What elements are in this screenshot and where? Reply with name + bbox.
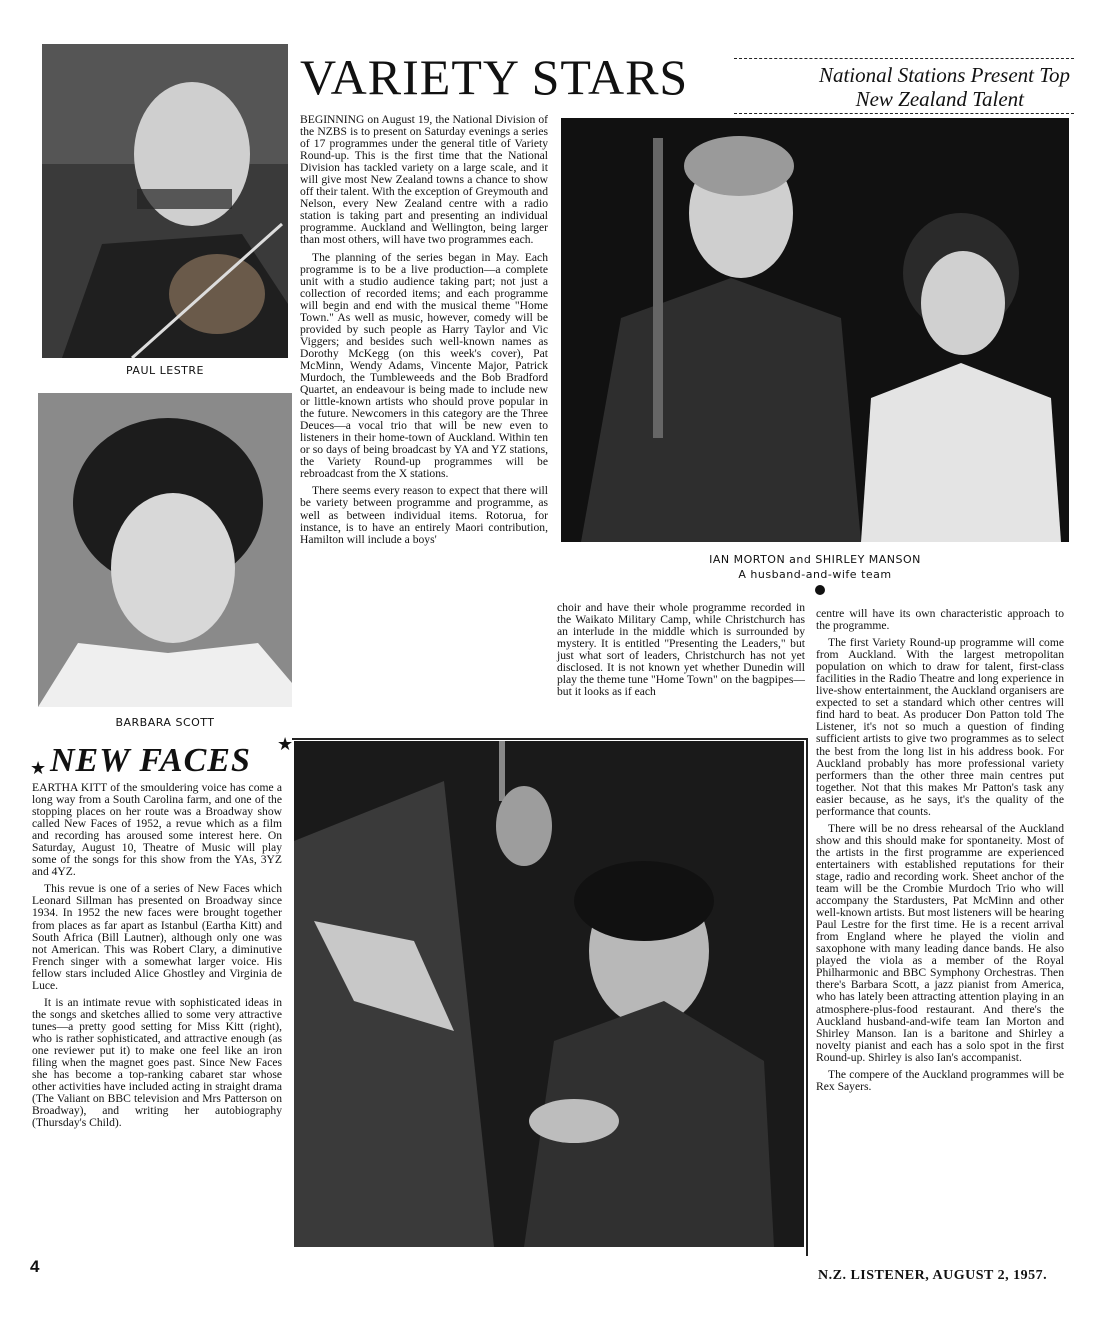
article-column-2 [557, 602, 805, 698]
photo-paul-lestre [42, 44, 288, 358]
new-faces-paragraph: This revue is one of a series of New Faces which Leonard Sillman has presented on Broadway since 1934. In 1952 the new faces were brought together from places as far apart as Istanbul (Eartha Kitt) and South Africa (Bill Lautner), although only one was not American. This was Robert Clary, a diminutive French singer with a somewhat larger voice. His fellow stars included Alice Ghostley and Virginia de Luce. [32, 882, 282, 992]
photo-barbara-scott [38, 393, 292, 707]
page-title: VARIETY STARS [300, 49, 689, 105]
bullet-dot [815, 585, 825, 595]
article-paragraph: There seems every reason to expect that there will be variety between programme and programme, as well as between individual items. Rotorua, for instance, is to have an entirely Maori contribution, Hamilton will include a boys' [300, 484, 548, 546]
caption-ian-shirley-sub: A husband-and-wife team [738, 568, 892, 581]
new-faces-rule-right [806, 738, 808, 1256]
caption-ian-shirley: IAN MORTON and SHIRLEY MANSON [709, 553, 921, 566]
article-column-3 [816, 608, 1064, 1093]
subtitle-rule-top [734, 58, 1074, 59]
new-faces-heading: NEW FACES [50, 742, 251, 779]
star-icon: ★ [30, 758, 47, 779]
new-faces-paragraph: It is an intimate revue with sophisticated ideas in the songs and sketches allied to some very attractive tunes—a pretty good setting for Miss Kitt (right), who is rather sophisticated, and attractive enough (as one reviewer put it) to make one feel like an iron filing when the magnet goes past. Since New Faces she has become a top-ranking cabaret star whose other activities have included acting in straight drama (The Valiant on BBC television and Mrs Patterson on Broadway), and writing her autobiography (Thursday's Child). [32, 995, 282, 1130]
article-paragraph: The compere of the Auckland programmes will be Rex Sayers. [816, 1067, 1064, 1093]
article-paragraph: BEGINNING on August 19, the National Division of the NZBS is to present on Saturday evenings a series of 17 programmes under the general title of Variety Round-up. This is the first time that the National Division has tackled variety on a large scale, and it will give most New Zealand towns a chance to show off their talent. With the exception of Greymouth and Nelson, every New Zealand centre with a radio station is taking part and presenting an individual programme. Auckland and Wellington, being larger than most others, will have two programmes each. [300, 113, 548, 247]
caption-barbara-scott: BARBARA SCOTT [115, 716, 215, 729]
article-paragraph: The planning of the series began in May. Each programme is to be a live production—a complete unit with a studio audience taking part; not just a collection of recorded items; and each programme will begin and end with the musical theme "Home Town." As well as music, however, comedy will be provided by such people as Harry Taylor and Vic Viggers; and besides such well-known names as Dorothy McKegg (on this week's cover), Pat McMinn, Wendy Adams, Vincente Major, Patrick Murdoch, the Tumbleweeds and the Bob Bradford Quartet, an endeavour is being made to include new or little-known artists who should prove popular in the future. Newcomers in this category are the Three Deuces—a vocal trio that will be new even to listeners in their home-town of Auckland. Within ten or so days of being broadcast by YA and YZ stations, the Variety Round-up programmes will be rebroadcast from the X stations. [300, 250, 548, 481]
new-faces-paragraph: EARTHA KITT of the smouldering voice has come a long way from a South Carolina farm, and one of the stopping places on her route was a Broadway show called New Faces of 1952, a revue which as a film and recording has aroused some interest here. On Saturday, August 10, Theatre of Music will play some of the songs for this show from the YAs, 3YZ and 4YZ. [32, 781, 282, 879]
photo-ian-morton-shirley-manson [561, 118, 1069, 542]
page-subtitle-line2: New Zealand Talent [855, 87, 1024, 111]
article-column-1 [300, 114, 548, 546]
photo-eartha-kitt [294, 741, 804, 1247]
star-icon: ★ [277, 734, 294, 755]
article-paragraph: The first Variety Round-up programme will come from Auckland. With the largest metropolitan population on which to draw for talent, first-class facilities in the Radio Theatre and long experience in live-show entertainment, the Auckland organisers are expected to set a standard which other centres will find hard to beat. As producer Don Patton told The Listener, it's not so much a question of finding sufficient artists to give two programmes as to select the best from the long list in his address book. For Auckland probably has more professional variety performers than the other three main centres put together. Not that this makes Mr Patton's task any easier because, as he says, it's the quality of the performance that counts. [816, 636, 1064, 818]
article-paragraph: There will be no dress rehearsal of the Auckland show and this should make for spontaneity. Most of the artists in the first programme are experienced entertainers with established reputations for their stage, radio and recording work. Sheet anchor of the team will be the Crombie Murdoch Trio who will accompany the Stardusters, Pat McMinn and other well-known artists. But most listeners will be hearing Paul Lestre for the first time. He is a recent arrival from England where he played the violin and saxophone with many leading dance bands. He also played the viola as a member of the Royal Philharmonic and BBC Symphony Orchestras. Then there's Barbara Scott, a jazz pianist from America, who has lately been attracting attention playing in an atmosphere-plus-food restaurant. And there's the Auckland husband-and-wife team Ian Morton and Shirley Manson. Ian is a baritone and Shirley a novelty pianist and each has a solo spot in the first Round-up. Shirley is also Ian's accompanist. [816, 821, 1064, 1064]
new-faces-rule-top [292, 738, 808, 740]
page-subtitle-line1: National Stations Present Top [818, 63, 1070, 87]
caption-paul-lestre: PAUL LESTRE [125, 364, 204, 377]
article-paragraph: choir and have their whole programme recorded in the Waikato Military Camp, while Christchurch has an interlude in the middle which is surrounded by mystery. It is entitled "Presenting the Leaders," but just what sort of leaders, Christchurch has not yet disclosed. It is not known yet whether Dunedin will play the theme tune "Home Town" on the bagpipes—but it looks as if each [557, 601, 805, 699]
article-paragraph: centre will have its own characteristic approach to the programme. [816, 607, 1064, 633]
publication-footer: N.Z. LISTENER, AUGUST 2, 1957. [818, 1268, 1048, 1283]
page-number: 4 [30, 1257, 40, 1276]
subtitle-rule-bottom [734, 113, 1074, 114]
new-faces-column [32, 782, 282, 1129]
